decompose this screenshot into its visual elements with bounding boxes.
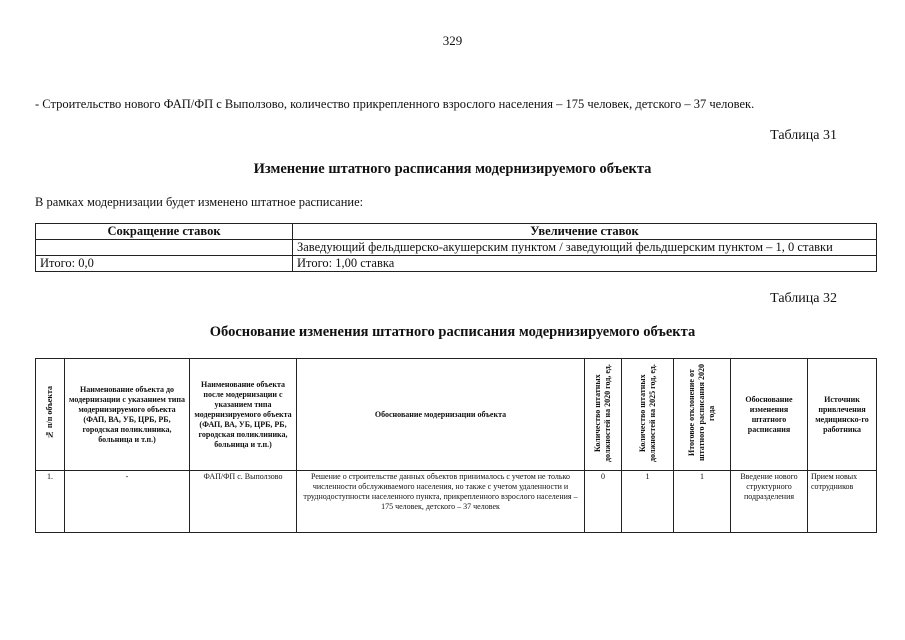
table-total-row [36,256,877,272]
column-header-reduce: Сокращение ставок [36,224,293,240]
header-justification: Обоснование изменения штатного расписания [731,359,808,471]
header-reason: Обоснование модернизации объекта [297,359,585,471]
header-deviation: Итоговое отклонение от штатного расписания 2020 года [687,364,716,462]
header-staff-2020: Количество штатных должностей на 2020 год, ед. [593,364,612,462]
table-32-label: Таблица 32 [770,291,837,306]
table-31-lead: В рамках модернизации будет изменено штатное расписание: [35,195,364,209]
table-header-row [36,359,877,471]
table-32-heading: Обоснование изменения штатного расписания модернизируемого объекта [209,324,696,340]
table-header-row [36,224,877,240]
header-after: Наименование объекта после модернизации с указанием типа модернизируемого объекта (ФАП, ВА, УБ, ЦРБ, РБ, городская поликлиника, больница и т.п.) [190,359,297,471]
intro-paragraph: - Строительство нового ФАП/ФП с Выползово, количество прикрепленного взрослого населения – 175 человек, детского – 37 человек. [35,97,755,111]
column-header-increase: Увеличение ставок [293,224,877,240]
cell-staff-2025: 1 [622,471,674,533]
cell-justification: Введение нового структурного подразделения [731,471,808,533]
cell-before: - [65,471,190,533]
table-31-heading: Изменение штатного расписания модернизируемого объекта [253,161,652,177]
header-staff-2025: Количество штатных должностей на 2025 год, ед. [637,364,657,462]
cell-deviation: 1 [674,471,731,533]
total-increase: Итого: 1,00 ставка [293,256,877,272]
cell-staff-2020: 0 [585,471,622,533]
page-number: 329 [442,33,463,48]
cell-reduce [36,240,293,256]
table-row [36,240,877,256]
table-row [36,471,877,533]
header-source: Источник привлечения медицинско-го работника [808,359,877,471]
cell-increase: Заведующий фельдшерско-акушерским пунктом / заведующий фельдшерским пунктом – 1, 0 ставки [293,240,877,256]
total-reduce: Итого: 0,0 [36,256,293,272]
cell-source: Прием новых сотрудников [808,471,877,533]
table-31-label: Таблица 31 [770,128,837,143]
header-before: Наименование объекта до модернизации с указанием типа модернизируемого объекта (ФАП, ВА, УБ, ЦРБ, РБ, городская поликлиника, больница и т.п.) [65,359,190,471]
header-num: № п/п объекта [45,386,54,440]
cell-after: ФАП/ФП с. Выползово [190,471,297,533]
staffing-change-table [35,223,877,272]
justification-table [35,358,877,533]
cell-num: 1. [36,471,65,533]
cell-reason: Решение о строительстве данных объектов принималось с учетом не только численности обслуживаемого населения, но также с учетом удаленности и труднодоступности населенного пункта, прикрепленного взрослого населения – 175 человек, детского – 37 человек [297,471,585,533]
